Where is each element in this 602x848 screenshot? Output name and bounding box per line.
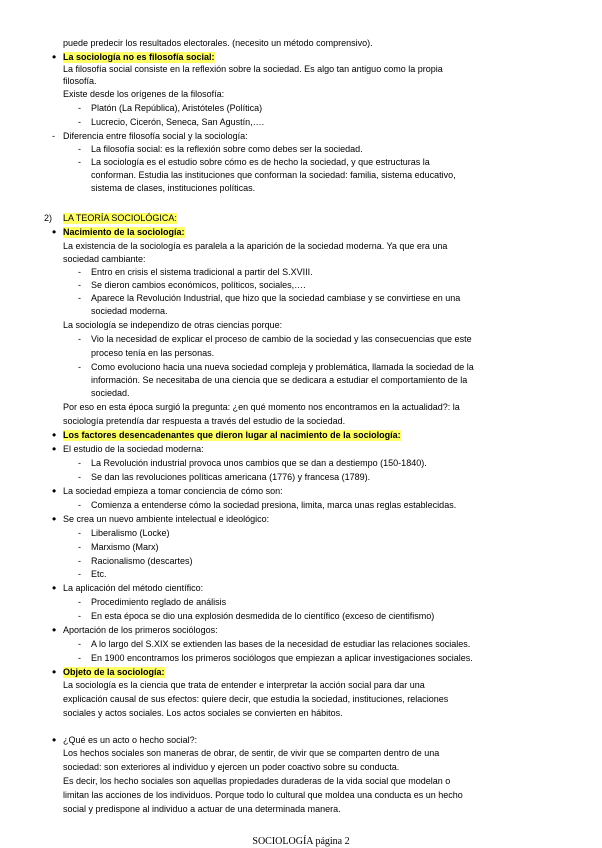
text-line: información. Se necesitaba de una ciencia que se dedicara a estudiar el comportamiento de la — [91, 375, 468, 385]
text-line: Los factores desencadenantes que dieron lugar al nacimiento de la sociología: — [63, 430, 401, 440]
bullet-icon: • — [52, 50, 57, 64]
bullet-icon: • — [52, 512, 57, 526]
text-line: Se dan las revoluciones políticas americana (1776) y francesa (1789). — [91, 472, 371, 482]
text-line: La sociedad empieza a tomar conciencia de cómo son: — [63, 486, 283, 496]
text-line: Se dieron cambios económicos, políticos, sociales,…. — [91, 280, 306, 290]
text-line: Existe desde los orígenes de la filosofía: — [63, 89, 225, 99]
dash-marker: - — [78, 334, 81, 344]
text-line: La existencia de la sociología es paralela a la aparición de la sociedad moderna. Ya que era una — [63, 241, 448, 251]
text-line: explicación causal de sus efectos: quiere decir, que estudia la sociedad, instituciones, relaciones — [63, 694, 449, 704]
dash-marker: - — [78, 639, 81, 649]
text-line: Por eso en esta época surgió la pregunta: ¿en qué momento nos encontramos en la actualidad?: la — [63, 402, 460, 412]
text-line: En esta época se dio una explosión desmedida de lo científico (exceso de cientifismo) — [91, 611, 435, 621]
dash-marker: - — [78, 528, 81, 538]
text-line: Nacimiento de la sociología: — [63, 227, 185, 237]
dash-marker: - — [78, 458, 81, 468]
text-line: social y predispone al individuo a actuar de una determinada manera. — [63, 804, 341, 814]
text-line: sociedad cambiante: — [63, 254, 146, 264]
text-line: conforman. Estudia las instituciones que conforman la sociedad: familia, sistema educativo, — [91, 170, 456, 180]
text-line: A lo largo del S.XIX se extienden las bases de la necesidad de estudiar las relaciones sociales. — [91, 639, 471, 649]
bullet-icon: • — [52, 225, 57, 239]
text-line: La filosofía social consiste en la reflexión sobre la sociedad. Es algo tan antiguo como la propia — [63, 64, 443, 74]
text-line: Diferencia entre filosofía social y la sociología: — [63, 131, 248, 141]
page-footer: SOCIOLOGÍA página 2 — [252, 836, 350, 847]
text-line: La sociología no es filosofía social: — [63, 52, 215, 62]
text-line: ¿Qué es un acto o hecho social?: — [63, 735, 198, 745]
dash-marker: - — [78, 117, 81, 127]
text-line: Marxismo (Marx) — [91, 542, 159, 552]
text-line: En 1900 encontramos los primeros sociólogos que empiezan a aplicar investigaciones sociales. — [91, 653, 473, 663]
text-line: sociedad. — [91, 388, 130, 398]
text-line: Aportación de los primeros sociólogos: — [63, 625, 218, 635]
bullet-icon: • — [52, 442, 57, 456]
text-line: Etc. — [91, 569, 107, 579]
text-line: Comienza a entenderse cómo la sociedad presiona, limita, marca unas reglas establecidas. — [91, 500, 457, 510]
text-line: Racionalismo (descartes) — [91, 556, 193, 566]
text-line: sociedad: son exteriores al individuo y ejercen un poder coactivo sobre su conducta. — [63, 762, 400, 772]
dash-marker: - — [78, 542, 81, 552]
dash-marker: - — [78, 556, 81, 566]
text-line: proceso tenía en las personas. — [91, 348, 215, 358]
bullet-icon: • — [52, 623, 57, 637]
bullet-icon: • — [52, 581, 57, 595]
text-line: Los hechos sociales son maneras de obrar, de sentir, de vivir que se comparten dentro de una — [63, 748, 440, 758]
text-line: Aparece la Revolución Industrial, que hizo que la sociedad cambiase y se convirtiese en una — [91, 293, 461, 303]
text-line: Liberalismo (Locke) — [91, 528, 170, 538]
text-line: Se crea un nuevo ambiente intelectual e ideológico: — [63, 514, 270, 524]
text-line: La aplicación del método científico: — [63, 583, 204, 593]
dash-marker: - — [78, 500, 81, 510]
dash-marker: - — [78, 569, 81, 579]
text-line: puede predecir los resultados electorales. (necesito un método comprensivo). — [63, 38, 373, 48]
text-line: LA TEORÍA SOCIOLÓGICA: — [63, 213, 177, 223]
bullet-icon: • — [52, 428, 57, 442]
dash-marker: - — [78, 103, 81, 113]
dash-marker: - — [78, 267, 81, 277]
bullet-icon: • — [52, 484, 57, 498]
dash-marker: - — [78, 653, 81, 663]
dash-marker: - — [78, 472, 81, 482]
dash-marker: - — [52, 131, 55, 141]
text-line: Entro en crisis el sistema tradicional a partir del S.XVIII. — [91, 267, 313, 277]
text-line: La filosofía social: es la reflexión sobre como debes ser la sociedad. — [91, 144, 363, 154]
text-line: El estudio de la sociedad moderna: — [63, 444, 204, 454]
text-line: sociología pretendía dar respuesta a través del estudio de la sociedad. — [63, 416, 346, 426]
text-line: La Revolución industrial provoca unos cambios que se dan a destiempo (150-1840). — [91, 458, 427, 468]
dash-marker: - — [78, 611, 81, 621]
text-line: Procedimiento reglado de análisis — [91, 597, 227, 607]
dash-marker: - — [78, 144, 81, 154]
text-line: Platón (La República), Aristóteles (Política) — [91, 103, 263, 113]
text-line: Es decir, los hecho sociales son aquellas propiedades duraderas de la vida social que modelan o — [63, 776, 451, 786]
text-line: Objeto de la sociología: — [63, 667, 165, 677]
text-line: sociedad moderna. — [91, 306, 168, 316]
bullet-icon: • — [52, 665, 57, 679]
text-line: sistema de clases, instituciones políticas. — [91, 183, 256, 193]
text-line: La sociología es la ciencia que trata de entender e interpretar la acción social para dar una — [63, 680, 425, 690]
text-line: Vio la necesidad de explicar el proceso de cambio de la sociedad y las consecuencias que este — [91, 334, 472, 344]
text-line: La sociología es el estudio sobre cómo es de hecho la sociedad, y que estructuras la — [91, 157, 430, 167]
bullet-icon: • — [52, 733, 57, 747]
dash-marker: - — [78, 280, 81, 290]
text-line: limitan las acciones de los individuos. Porque todo lo cultural que moldea una conducta es un hecho — [63, 790, 463, 800]
text-line: sociales y actos sociales. Los actos sociales se convierten en hábitos. — [63, 708, 343, 718]
dash-marker: - — [78, 362, 81, 372]
text-line: La sociología se independizo de otras ciencias porque: — [63, 320, 283, 330]
dash-marker: - — [78, 293, 81, 303]
text-line: Lucrecio, Cicerón, Seneca, San Agustín,…. — [91, 117, 265, 127]
section-number: 2) — [44, 213, 53, 223]
dash-marker: - — [78, 157, 81, 167]
dash-marker: - — [78, 597, 81, 607]
text-line: filosofía. — [63, 76, 97, 86]
text-line: Como evoluciono hacia una nueva sociedad compleja y problemática, llamada la sociedad de la — [91, 362, 474, 372]
